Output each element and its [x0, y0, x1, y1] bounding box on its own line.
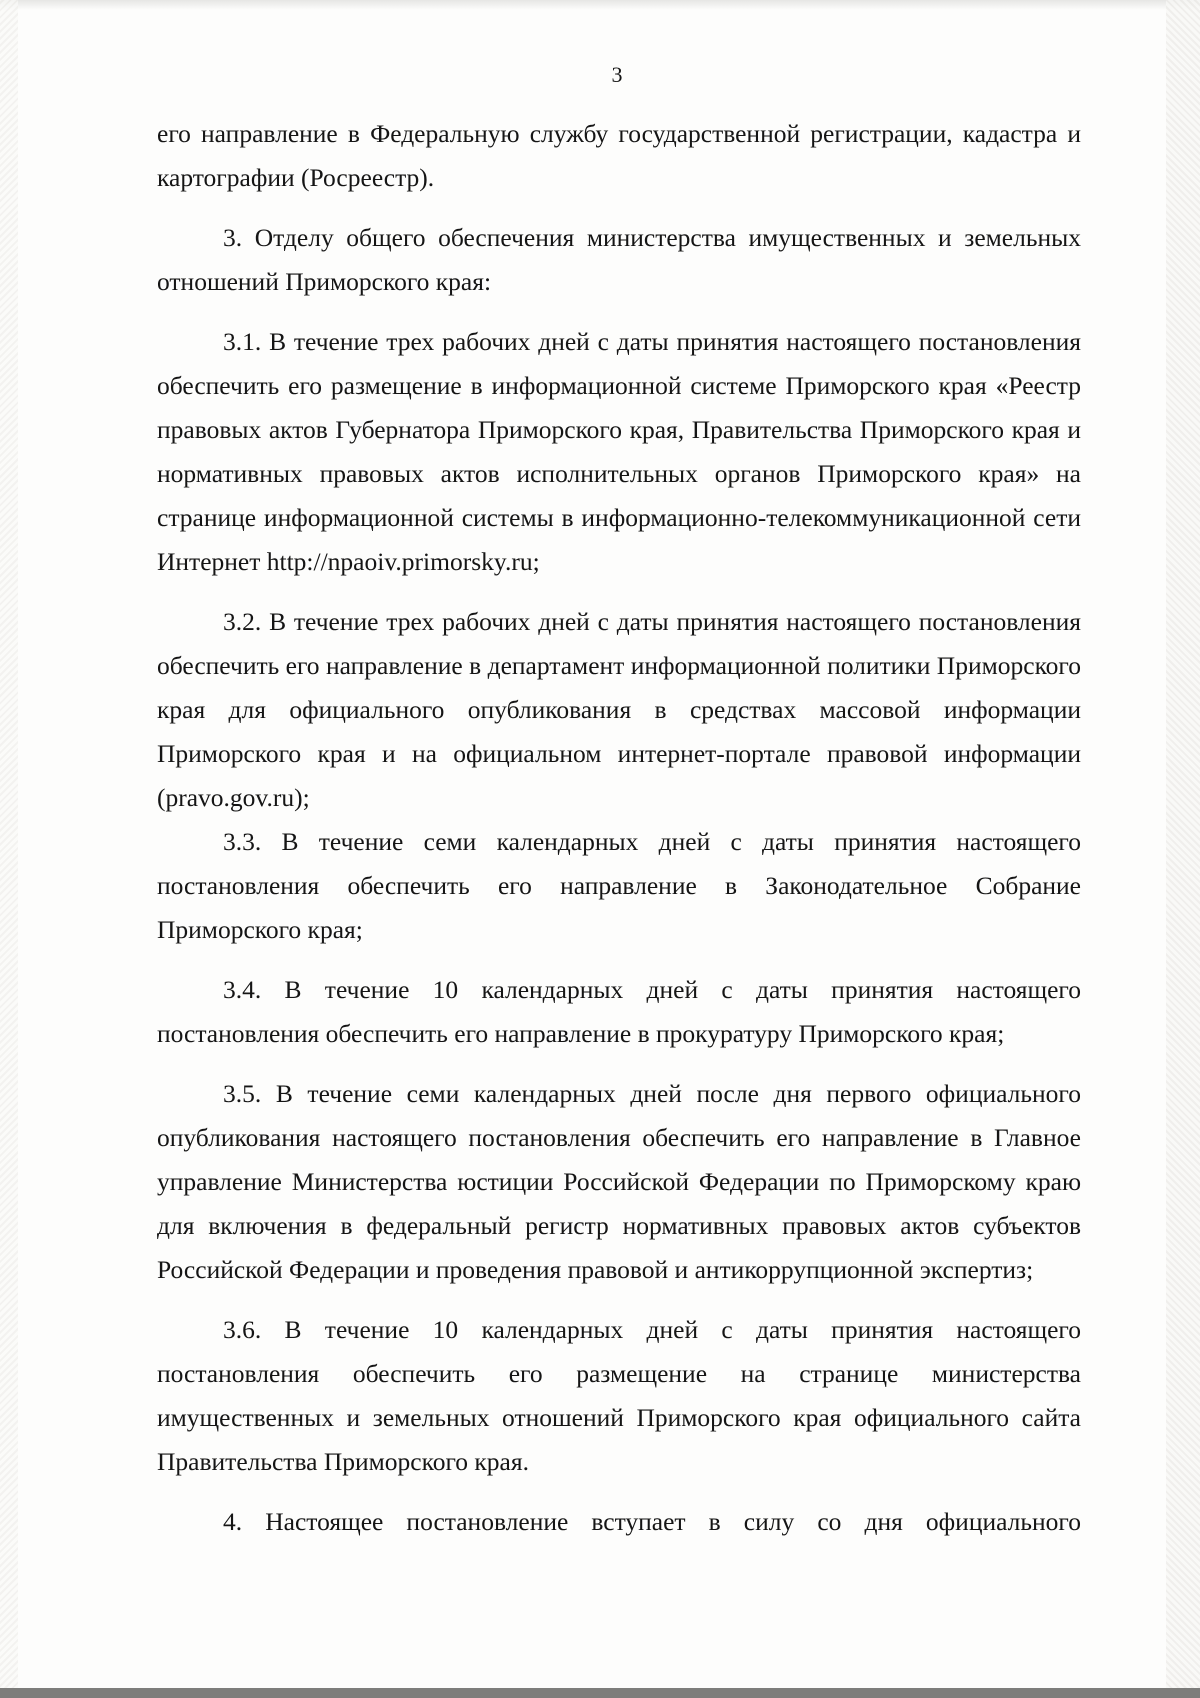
paragraph-4: 4. Настоящее постановление вступает в силу со дня официального — [223, 1507, 1081, 1536]
paragraph-3-5: 3.5. В течение семи календарных дней после дня первого официального опубликования настоящего постановления обеспечить его направление в Главное управление Министерства юстиции Российской Федерации по Приморскому краю для включения в федеральный регистр нормативных правовых актов субъектов Российской Федерации и проведения правовой и антикоррупционной экспертиз; — [157, 1079, 1081, 1284]
paragraph-3-2: 3.2. В течение трех рабочих дней с даты принятия настоящего постановления обеспечить его направление в департамент информационной политики Приморского края для официального опубликования в средствах массовой информации Приморского края и на официальном интернет-портале правовой информации (pravo.gov.ru); — [157, 607, 1081, 812]
page-number: 3 — [611, 62, 623, 87]
scan-edge-top — [0, 0, 1200, 10]
scan-edge-right — [1166, 0, 1200, 1698]
paragraph-3-3: 3.3. В течение семи календарных дней с даты принятия настоящего постановления обеспечить его направление в Законодательное Собрание Приморского края; — [157, 827, 1081, 944]
paragraph-3-1: 3.1. В течение трех рабочих дней с даты принятия настоящего постановления обеспечить его размещение в информационной системе Приморского края «Реестр правовых актов Губернатора Приморского края, Правительства Приморского края и нормативных правовых актов исполнительных органов Приморского края» на странице информационной системы в информационно-телекоммуникационной сети Интернет http://npaoiv.primorsky.ru; — [157, 327, 1081, 576]
paragraph-3: 3. Отделу общего обеспечения министерства имущественных и земельных отношений Приморского края: — [157, 223, 1081, 296]
paragraph-continuation: его направление в Федеральную службу государственной регистрации, кадастра и картографии (Росреестр). — [157, 119, 1081, 192]
paragraph-3-4: 3.4. В течение 10 календарных дней с даты принятия настоящего постановления обеспечить его направление в прокуратуру Приморского края; — [157, 975, 1081, 1048]
paragraph-3-6: 3.6. В течение 10 календарных дней с даты принятия настоящего постановления обеспечить его размещение на странице министерства имущественных и земельных отношений Приморского края официального сайта Правительства Приморского края. — [157, 1315, 1081, 1476]
scan-edge-bottom — [0, 1688, 1200, 1698]
scan-edge-left — [0, 0, 18, 1698]
document-body — [157, 112, 1081, 1544]
